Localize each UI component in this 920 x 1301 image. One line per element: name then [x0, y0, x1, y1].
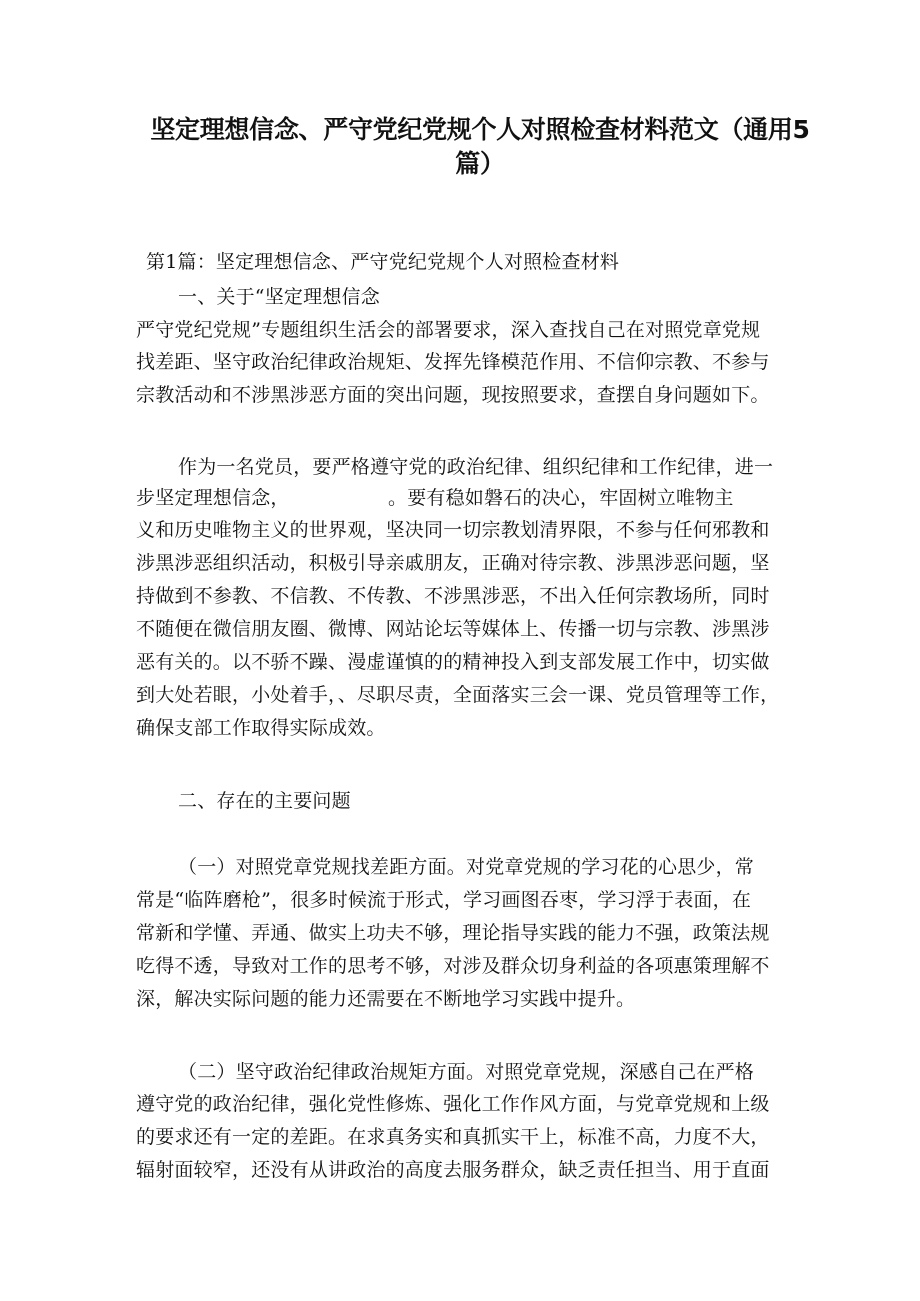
text-line: 深，解决实际问题的能力还需要在不断地学习实践中提升。: [136, 988, 636, 1010]
title-line-1: 坚定理想信念、严守党纪党规个人对照检查材料范文（通用5: [150, 115, 810, 144]
chapter-heading: 第1篇：坚定理想信念、严守党纪党规个人对照检查材料: [146, 251, 620, 273]
section-heading: 二、存在的主要问题: [178, 790, 351, 812]
text-line: 持做到不参教、不信教、不传教、不涉黑涉恶，不出入任何宗教场所，同时: [136, 585, 770, 607]
text-line: （二）坚守政治纪律政治规矩方面。对照党章党规，深感自己在严格: [178, 1061, 755, 1083]
text-line: 常是“临阵磨枪”，很多时候流于形式，学习画图吞枣，学习浮于表面，在: [136, 889, 752, 911]
text-line: 辐射面较窄，还没有从讲政治的高度去服务群众，缺乏责任担当、用于直面: [136, 1159, 770, 1181]
text-line: 确保支部工作取得实际成效。: [136, 717, 386, 739]
section-heading: 一、关于“坚定理想信念: [178, 286, 380, 308]
text-line: （一）对照党章党规找差距方面。对党章党规的学习花的心思少，常: [178, 856, 755, 878]
text-line: 步坚定理想信念，: [136, 487, 290, 509]
text-line: 常新和学懂、弄通、做实上功夫不够，理论指导实践的能力不强，政策法规: [136, 922, 770, 944]
text-line: 到大处若眼，小处着手，、尽职尽责，全面落实三会一课、党员管理等工作，: [136, 684, 780, 706]
text-line: 作为一名党员，要严格遵守党的政治纪律、组织纪律和工作纪律，进一: [178, 456, 774, 478]
text-line: 吃得不透，导致对工作的思考不够，对涉及群众切身利益的各项惠策理解不: [136, 955, 770, 977]
text-line: 严守党纪党规”专题组织生活会的部署要求，深入查找自己在对照党章党规: [136, 319, 761, 341]
text-line: 义和历史唯物主义的世界观，坚决同一切宗教划清界限，不参与任何邪教和: [136, 519, 770, 541]
text-line: 恶有关的。以不骄不躁、漫虚谨慎的的精神投入到支部发展工作中，切实做: [136, 651, 770, 673]
document-title: [150, 113, 810, 181]
text-line: 涉黑涉恶组织活动，积极引导亲戚朋友，正确对待宗教、涉黑涉恶问题，坚: [136, 552, 770, 574]
text-line: 。要有稳如磐石的决心，牢固树立唯物主: [388, 487, 734, 509]
text-line: 宗教活动和不涉黑涉恶方面的突出问题，现按照要求，查摆自身问题如下。: [136, 384, 770, 406]
title-line-2: 篇）: [455, 149, 505, 178]
text-line: 的要求还有一定的差距。在求真务实和真抓实干上，标准不高，力度不大，: [136, 1126, 770, 1148]
text-line: 遵守党的政治纪律，强化党性修炼、强化工作作风方面，与党章党规和上级: [136, 1093, 770, 1115]
text-line: 不随便在微信朋友圈、微博、网站论坛等媒体上、传播一切与宗教、涉黑涉: [136, 618, 770, 640]
text-line: 找差距、坚守政治纪律政治规矩、发挥先锋模范作用、不信仰宗教、不参与: [136, 351, 770, 373]
